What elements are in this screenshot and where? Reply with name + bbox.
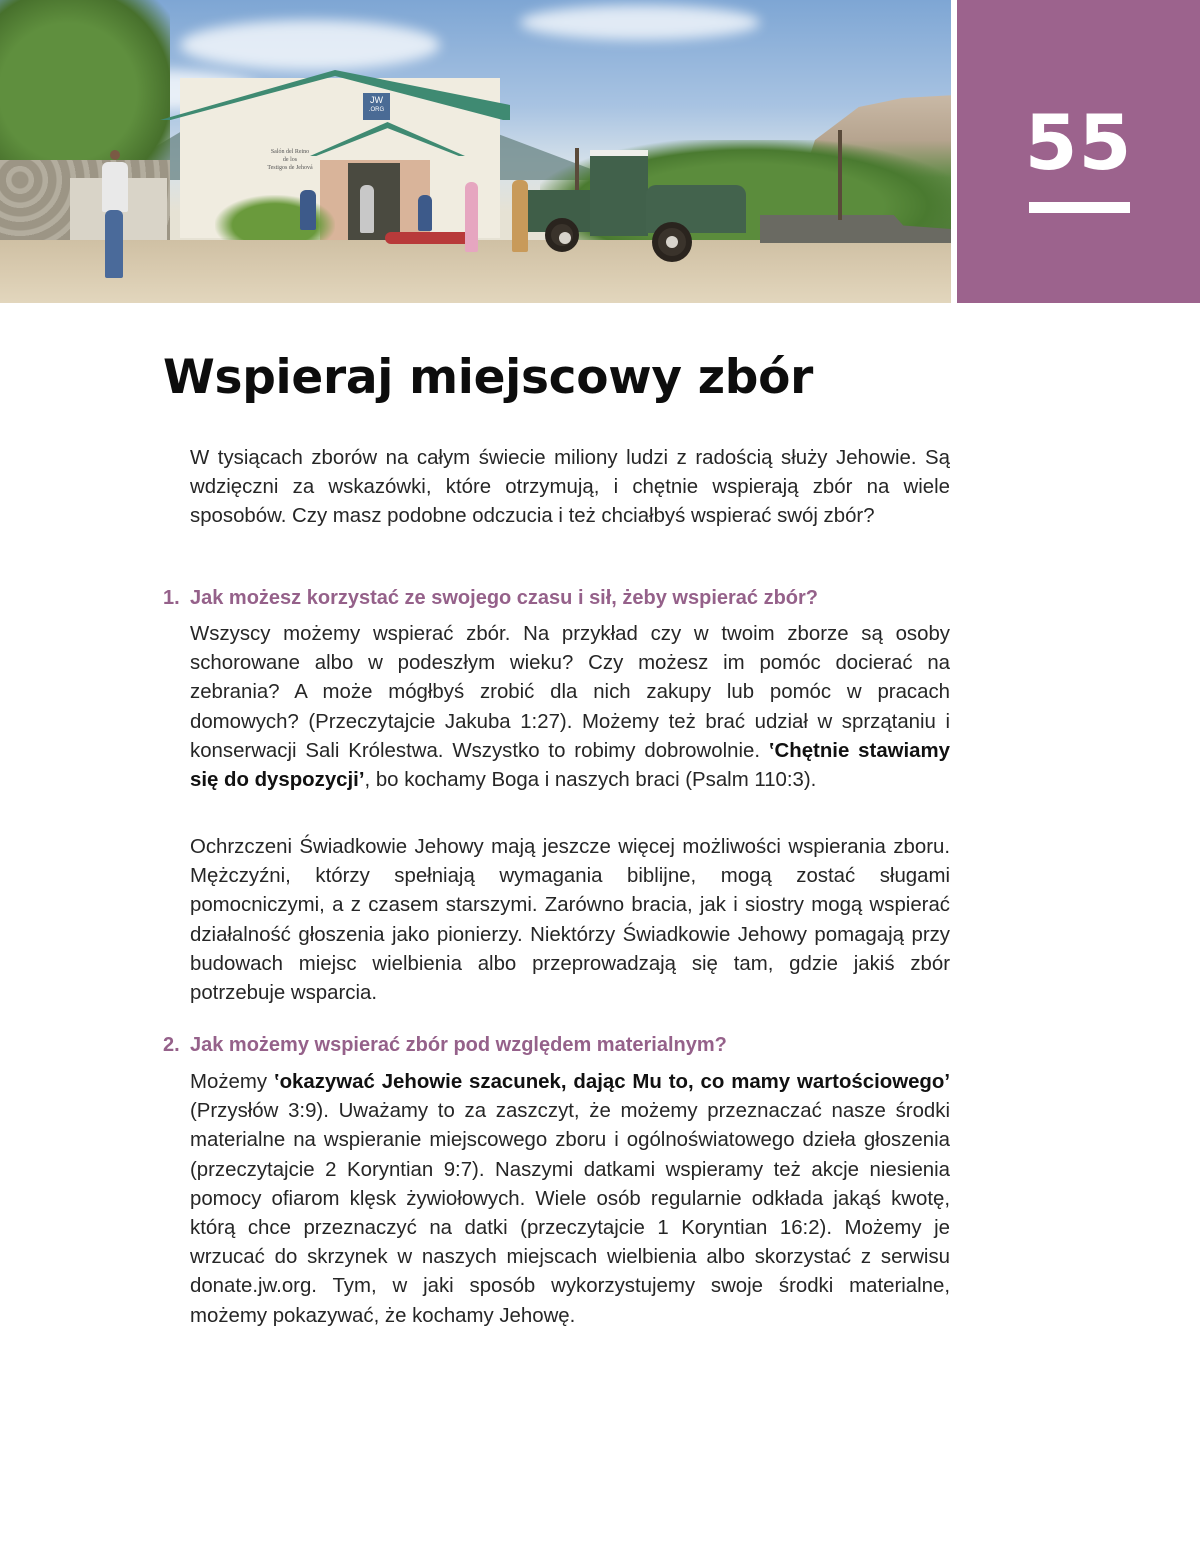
paragraph-text: Możemy bbox=[190, 1071, 274, 1093]
bushes bbox=[215, 195, 335, 245]
sign-line: de los bbox=[282, 157, 298, 163]
person bbox=[360, 185, 374, 233]
truck-cab bbox=[590, 150, 648, 236]
truck-wheel bbox=[545, 218, 579, 252]
sign-line: Salón del Reino bbox=[270, 149, 310, 155]
question-heading-2 bbox=[163, 1031, 963, 1059]
hero-photo bbox=[0, 0, 951, 303]
person bbox=[512, 180, 528, 252]
chapter-number: 55 bbox=[1024, 98, 1133, 187]
intro-paragraph: W tysiącach zborów na całym świecie miliony ludzi z radością służy Jehowie. Są wdzięczni za wskazówki, które otrzymują, i chętnie wspierają zbór na wiele sposobów. Czy masz podobne odczucia i też chciałbyś wspierać swój zbór? bbox=[190, 447, 950, 528]
person bbox=[110, 150, 120, 160]
chapter-underline bbox=[1029, 202, 1130, 213]
person bbox=[102, 162, 128, 212]
logo-line: JW bbox=[370, 95, 383, 105]
question-number: 2. bbox=[163, 1034, 180, 1056]
cloud bbox=[520, 5, 760, 40]
section-1-paragraph-2 bbox=[190, 833, 950, 1008]
paragraph-text: (Przysłów 3:9). Uważamy to za zaszczyt, że możemy przeznaczać nasze środki materialne na wspieranie miejscowego zboru i ogólnoświatowego dzieła głoszenia (przeczytajcie 2 Koryntian 9:7). Naszymi datkami wspieramy też akcje niesienia pomocy ofiarom klęsk żywiołowych. Wiele osób regularnie odkłada jakąś kwotę, którą chce przeznaczyć na datki (przeczytajcie 1 Koryntian 16:2). Możemy je wrzucać do skrzynek w naszych miejscach wielbienia albo skorzystać z serwisu donate.jw.org. Tym, w jaki sposób wykorzystujemy swoje środki materialne, możemy pokazywać, że kochamy Jehowę. bbox=[190, 1100, 950, 1327]
entrance-door bbox=[348, 163, 400, 240]
section-1-paragraph-1 bbox=[190, 620, 950, 795]
utility-pole bbox=[838, 130, 842, 220]
paragraph-text: , bo kochamy Boga i naszych braci (Psalm 110:3). bbox=[364, 769, 817, 792]
cloud bbox=[180, 20, 440, 70]
page-title: Wspieraj miejscowy zbór bbox=[163, 350, 813, 405]
hall-sign bbox=[250, 148, 330, 172]
person bbox=[465, 182, 478, 252]
paragraph-text: Ochrzczeni Świadkowie Jehowy mają jeszcze więcej możliwości wspierania zboru. Mężczyźni, którzy spełniają wymagania biblijne, mogą zostać sługami pomocniczymi, a z czasem starszymi. Zarówno bracia, jak i siostry mogą wspierać działalność głoszenia jako pionierzy. Niektórzy Świadkowie Jehowy pomagają przy budowach miejsc wielbienia albo przeprowadzają się tam, gdzie jakiś zbór potrzebuje wsparcia. bbox=[190, 836, 950, 1005]
question-heading-1 bbox=[163, 584, 963, 612]
question-text: Jak możemy wspierać zbór pod względem materialnym? bbox=[190, 1034, 727, 1056]
question-text: Jak możesz korzystać ze swojego czasu i sił, żeby wspierać zbór? bbox=[190, 587, 819, 609]
paragraph-text: Wszyscy możemy wspierać zbór. Na przykład czy w twoim zborze są osoby schorowane albo w podeszłym wieku? Czy możesz im pomóc docierać na zebrania? A może mógłbyś zrobić dla nich zakupy lub pomóc w pracach domowych? (Przeczytajcie Jakuba 1:27). Możemy też brać udział w sprzątaniu i konserwacji Sali Królestwa. Wszystko to robimy dobrowolnie. bbox=[190, 623, 950, 762]
utility-pole bbox=[575, 148, 579, 193]
emphasized-quote: ‛okazywać Jehowie szacunek, dając Mu to, co mamy wartościowego’ bbox=[273, 1071, 950, 1093]
sign-line: Testigos de Jehová bbox=[267, 165, 313, 171]
chapter-tab bbox=[957, 0, 1200, 303]
question-number: 1. bbox=[163, 587, 180, 609]
person bbox=[300, 190, 316, 230]
logo-line: .ORG bbox=[368, 107, 385, 113]
flower-bed bbox=[385, 232, 475, 244]
jw-org-logo bbox=[363, 93, 390, 120]
emphasized-quote: ‛Chętnie stawiamy się do dyspozycji’ bbox=[190, 739, 950, 792]
truck-wheel bbox=[652, 222, 692, 262]
section-2-paragraph-1 bbox=[190, 1068, 950, 1331]
person bbox=[418, 195, 432, 231]
person bbox=[105, 210, 123, 278]
